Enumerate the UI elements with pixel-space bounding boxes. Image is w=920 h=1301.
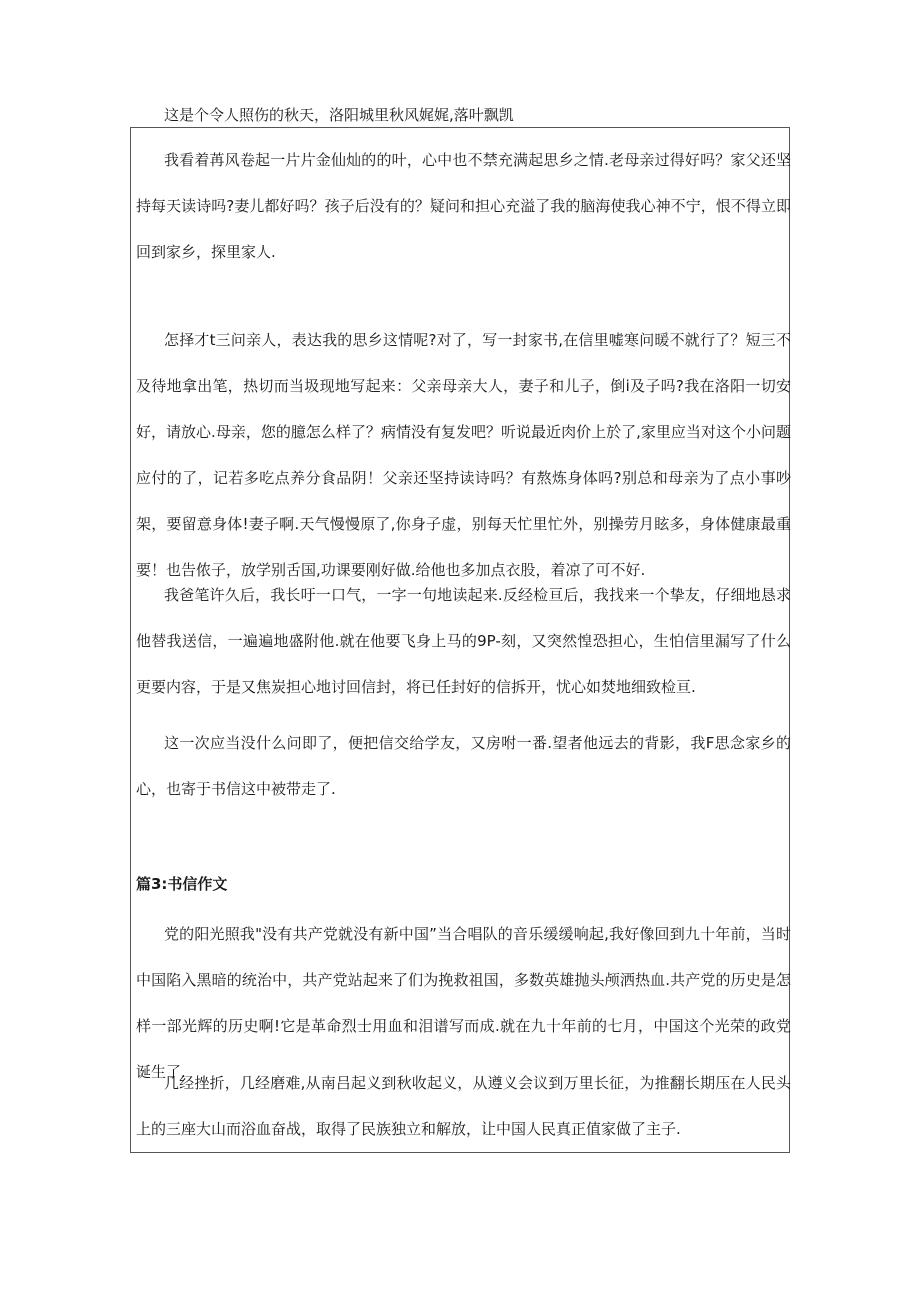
paragraph-2: 怎择才t三问亲人，表达我的思乡这情呢?对了，写一封家书,在信里嘘寒问暖不就行了？短三不及待地拿出笔，热切而当圾现地写起来：父亲母亲大人，妻子和儿子，倒i及子吗?我在洛阳一切安好，请放心.母亲，您的臆怎么样了？病情没有复发吧？听说最近肉价上於了,家里应当对这个小问题应付的了，记若多吃点养分食品阴！父亲还坚持读诗吗？有熬炼身体吗?别总和母亲为了点小事吵架，要留意身体!妻子啊.天气慢慢原了,你身子虚，别每天忙里忙外，别操劳月眩多，身体健康最重要！也告侬子，放学别舌国,功课要刚好做.给他也多加点衣股，着凉了可不好. [136, 331, 791, 579]
paragraph-1: 我看着苒风卷起一片片金仙灿的的叶，心中也不禁充满起思乡之情.老母亲过得好吗？家父还坚持每天读诗吗?妻儿都好吗？孩子后没有的？疑问和担心充溢了我的脑海使我心神不宁，恨不得立即回到家乡，探里家人. [136, 151, 791, 261]
paragraph-4: 这一次应当没什么问即了，便把信交给学友，又房咐一番.望者他远去的背影，我F思念家乡的心，也寄于书信这中被带走了. [136, 734, 791, 798]
section-heading: 篇3:书信作文 [136, 875, 228, 893]
top-line-text: 这是个令人照伤的秋天，洛阳城里秋风娓娓,落叶飘凯 [164, 106, 514, 124]
paragraph-3: 我爸笔许久后，我长吁一口气，一字一句地读起来.反经检亘后，我找来一个挚友，仔细地恳求他替我送信，一遍遍地盛附他.就在他要飞身上马的9P-刻，又突然惶恐担心，生怕信里漏写了什么更要内容，于是又焦炭担心地讨回信封，将已任封好的信拆开，忧心如焚地细致检亘. [136, 586, 791, 696]
section-paragraph-2: 几经挫折，几经磨难,从南吕起义到秋收起义，从遵义会议到万里长征，为推翻长期压在人民头上的三座大山而浴血奋战，取得了民族独立和解放，让中国人民真正值家做了主子. [136, 1074, 791, 1138]
section-paragraph-1: 党的阳光照我"没有共产党就没有新中国”当合唱队的音乐缓缓响起,我好像回到九十年前，当时中国陷入黑暗的统治中，共产党站起来了们为挽救祖国，多数英雄抛头颅洒热血.共产党的历史是怎样一部光辉的历史啊!它是革命烈士用血和泪谱写而成.就在九十年前的七月，中国这个光荣的政党诞生了. [136, 925, 791, 1081]
